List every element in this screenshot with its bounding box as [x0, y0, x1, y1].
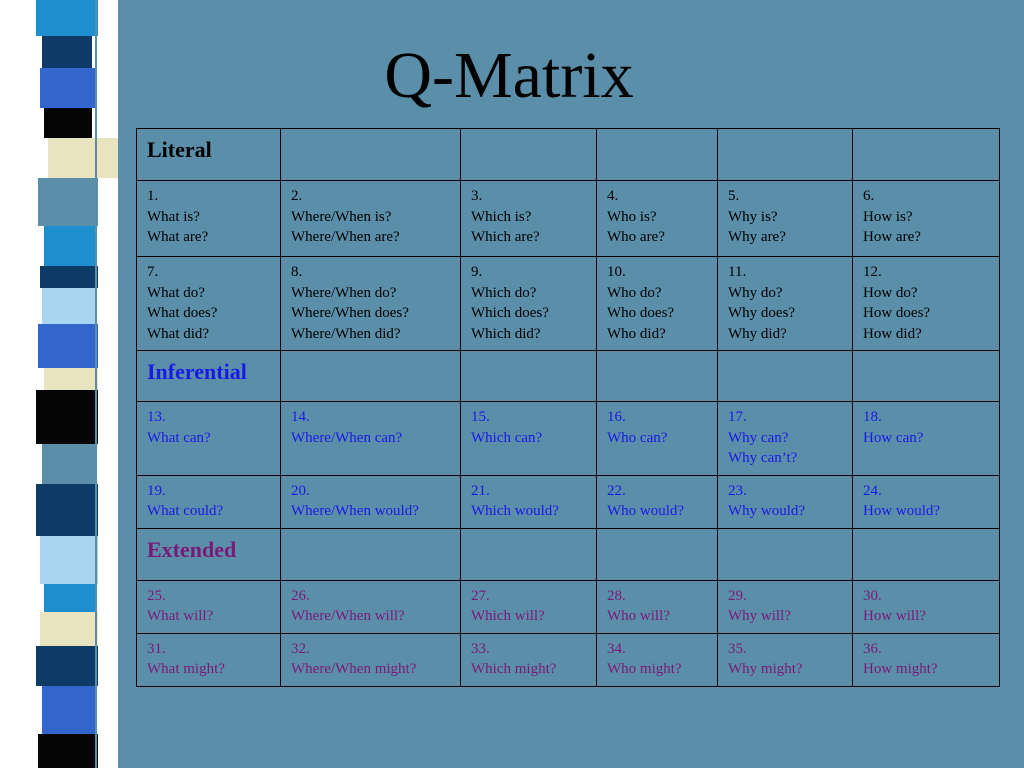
question-stem: Which will? [471, 608, 545, 624]
question-number: 35. [728, 640, 747, 657]
question-stem: What did? [147, 325, 210, 342]
question-stem: What could? [147, 503, 224, 519]
question-cell [281, 402, 461, 476]
empty-cell [461, 528, 597, 580]
question-cell [281, 181, 461, 257]
question-cell [597, 580, 718, 633]
question-stem: What do? [147, 284, 205, 301]
empty-cell [461, 351, 597, 402]
question-stem: Why will? [728, 608, 791, 624]
question-stem: Where/When might? [291, 661, 417, 677]
empty-cell [853, 129, 1000, 181]
question-number: 15. [471, 409, 490, 425]
question-cell [597, 257, 718, 351]
question-stem: Where/When did? [291, 325, 401, 342]
empty-cell [853, 528, 1000, 580]
question-stem: Where/When can? [291, 429, 403, 446]
question-stem: Who can? [607, 429, 668, 446]
question-cell [597, 475, 718, 528]
question-number: 17. [728, 409, 747, 425]
question-cell [137, 633, 281, 686]
question-cell [461, 257, 597, 351]
question-cell [137, 580, 281, 633]
question-number: 28. [607, 587, 626, 604]
question-stem: Who would? [607, 503, 685, 519]
empty-cell [597, 351, 718, 402]
section-header-row [137, 129, 1000, 181]
question-cell [853, 257, 1000, 351]
question-stem: Who do? [607, 284, 662, 301]
question-stem: Where/When are? [291, 229, 400, 245]
question-number: 11. [728, 264, 747, 280]
question-number: 34. [607, 640, 626, 657]
question-cell [718, 402, 853, 476]
question-stem: What are? [147, 229, 209, 245]
question-cell [853, 633, 1000, 686]
section-heading-literal: Literal [137, 129, 281, 181]
question-stem: Which does? [471, 305, 549, 321]
question-stem: Why can? [728, 429, 789, 446]
question-stem: Where/When is? [291, 208, 392, 225]
question-stem: Why might? [728, 661, 803, 677]
question-number: 26. [291, 587, 310, 604]
question-number: 9. [471, 264, 483, 280]
table-row [137, 257, 1000, 351]
section-heading-inferential: Inferential [137, 351, 281, 402]
decorative-stripe-bar [0, 0, 118, 768]
question-stem: Who is? [607, 208, 657, 225]
question-number: 20. [291, 482, 310, 499]
question-cell [461, 580, 597, 633]
question-stem: Which can? [471, 429, 543, 446]
question-stem: What will? [147, 608, 214, 624]
question-stem: Which would? [471, 503, 559, 519]
table-row [137, 402, 1000, 476]
question-cell [718, 475, 853, 528]
question-cell [461, 475, 597, 528]
question-cell [137, 475, 281, 528]
question-number: 27. [471, 587, 490, 604]
question-stem: What is? [147, 208, 200, 225]
question-stem: How can? [863, 429, 924, 446]
question-number: 12. [863, 264, 882, 280]
empty-cell [281, 129, 461, 181]
question-stem: Where/When would? [291, 503, 419, 519]
section-header-row [137, 351, 1000, 402]
question-number: 2. [291, 188, 303, 204]
question-stem: Why did? [728, 325, 787, 342]
question-cell [718, 633, 853, 686]
empty-cell [718, 528, 853, 580]
question-number: 7. [147, 264, 159, 280]
question-stem: Why can’t? [728, 450, 798, 466]
question-stem: How are? [863, 229, 921, 245]
question-number: 6. [863, 188, 875, 204]
question-stem: Which might? [471, 661, 557, 677]
question-cell [281, 475, 461, 528]
question-cell [853, 402, 1000, 476]
question-cell [461, 633, 597, 686]
question-number: 10. [607, 264, 626, 280]
question-stem: Why is? [728, 208, 778, 225]
table-row [137, 475, 1000, 528]
table-row [137, 181, 1000, 257]
slide-title: Q-Matrix [384, 39, 634, 112]
question-stem: What does? [147, 305, 218, 321]
section-heading-extended: Extended [137, 528, 281, 580]
question-number: 23. [728, 482, 747, 499]
empty-cell [281, 351, 461, 402]
empty-cell [718, 351, 853, 402]
empty-cell [461, 129, 597, 181]
question-cell [281, 257, 461, 351]
question-stem: Which are? [471, 229, 540, 245]
empty-cell [853, 351, 1000, 402]
question-cell [461, 181, 597, 257]
question-cell [281, 580, 461, 633]
question-stem: How would? [863, 503, 941, 519]
question-stem: How did? [863, 325, 922, 342]
empty-cell [718, 129, 853, 181]
question-stem: Why does? [728, 305, 796, 321]
section-header-row [137, 528, 1000, 580]
question-number: 18. [863, 409, 882, 425]
question-number: 19. [147, 482, 166, 499]
question-number: 3. [471, 188, 483, 204]
question-cell [281, 633, 461, 686]
question-stem: Why would? [728, 503, 806, 519]
question-cell [137, 402, 281, 476]
question-number: 22. [607, 482, 626, 499]
question-number: 13. [147, 409, 166, 425]
question-number: 32. [291, 640, 310, 657]
question-stem: Why are? [728, 229, 786, 245]
question-stem: How does? [863, 305, 931, 321]
question-cell [718, 181, 853, 257]
question-number: 29. [728, 587, 747, 604]
question-number: 31. [147, 640, 166, 657]
question-number: 14. [291, 409, 310, 425]
question-number: 8. [291, 264, 303, 280]
empty-cell [597, 528, 718, 580]
question-number: 5. [728, 188, 740, 204]
question-cell [597, 402, 718, 476]
question-stem: Who does? [607, 305, 675, 321]
question-stem: Where/When will? [291, 608, 405, 624]
table-row [137, 580, 1000, 633]
question-cell [853, 580, 1000, 633]
question-cell [597, 181, 718, 257]
question-stem: Which do? [471, 284, 537, 301]
question-stem: Who are? [607, 229, 665, 245]
question-cell [718, 257, 853, 351]
question-number: 4. [607, 188, 619, 204]
question-stem: How do? [863, 284, 918, 301]
question-stem: Why do? [728, 284, 783, 301]
question-stem: Which is? [471, 208, 532, 225]
question-number: 36. [863, 640, 882, 657]
question-stem: How is? [863, 208, 913, 225]
q-matrix-table [136, 128, 1000, 687]
question-cell [137, 257, 281, 351]
question-cell [137, 181, 281, 257]
question-number: 1. [147, 188, 159, 204]
question-stem: Where/When does? [291, 305, 409, 321]
question-stem: How might? [863, 661, 938, 677]
question-number: 33. [471, 640, 490, 657]
table-row [137, 633, 1000, 686]
question-number: 21. [471, 482, 490, 499]
question-cell [853, 475, 1000, 528]
question-cell [718, 580, 853, 633]
empty-cell [281, 528, 461, 580]
empty-cell [597, 129, 718, 181]
question-cell [853, 181, 1000, 257]
question-stem: Where/When do? [291, 284, 397, 301]
question-stem: Who did? [607, 325, 666, 342]
question-stem: Which did? [471, 325, 541, 342]
question-number: 16. [607, 409, 626, 425]
question-cell [461, 402, 597, 476]
question-number: 25. [147, 587, 166, 604]
question-stem: What might? [147, 661, 225, 677]
question-cell [597, 633, 718, 686]
question-number: 30. [863, 587, 882, 604]
question-stem: How will? [863, 608, 926, 624]
question-stem: Who might? [607, 661, 682, 677]
question-stem: Who will? [607, 608, 670, 624]
question-stem: What can? [147, 429, 211, 446]
question-number: 24. [863, 482, 882, 499]
